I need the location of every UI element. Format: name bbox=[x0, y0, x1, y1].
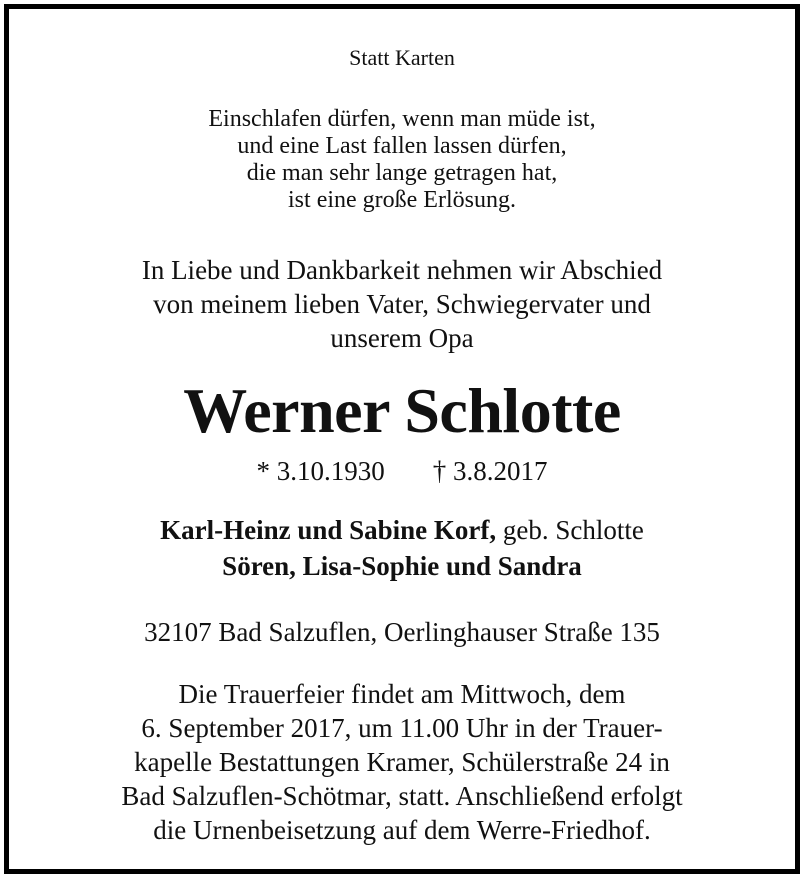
service-line: Die Trauerfeier findet am Mittwoch, dem bbox=[178, 679, 626, 709]
service-line: kapelle Bestattungen Kramer, Schülerstraße 24 in bbox=[134, 747, 670, 777]
intro-line: unserem Opa bbox=[330, 323, 474, 353]
family-names-bold: Karl-Heinz und Sabine Korf, bbox=[160, 515, 497, 545]
poem-line: ist eine große Erlösung. bbox=[288, 187, 516, 213]
deceased-name: Werner Schlotte bbox=[183, 375, 621, 446]
notice-border bbox=[4, 4, 800, 874]
poem-line: Einschlafen dürfen, wenn man müde ist, bbox=[208, 106, 596, 132]
service-line: die Urnenbeisetzung auf dem Werre-Friedhof. bbox=[153, 815, 651, 845]
service-line: 6. September 2017, um 11.00 Uhr in der Trauer- bbox=[141, 713, 663, 743]
grandchildren-names: Sören, Lisa-Sophie und Sandra bbox=[222, 551, 582, 581]
header-statt-karten: Statt Karten bbox=[349, 45, 455, 70]
family-line bbox=[9, 548, 795, 584]
intro-line: von meinem lieben Vater, Schwiegervater und bbox=[153, 289, 651, 319]
family-line bbox=[9, 512, 795, 548]
poem-line: die man sehr lange getragen hat, bbox=[246, 160, 558, 186]
poem-line: und eine Last fallen lassen dürfen, bbox=[237, 133, 567, 159]
intro-line: In Liebe und Dankbarkeit nehmen wir Abschied bbox=[141, 255, 663, 285]
birth-date: * 3.10.1930 bbox=[256, 456, 385, 486]
death-date: † 3.8.2017 bbox=[432, 456, 548, 486]
life-dates bbox=[9, 454, 795, 488]
service-line: Bad Salzuflen-Schötmar, statt. Anschließend erfolgt bbox=[121, 781, 683, 811]
family-maiden-name: geb. Schlotte bbox=[502, 515, 644, 545]
family-address: 32107 Bad Salzuflen, Oerlinghauser Straße 135 bbox=[144, 617, 660, 647]
